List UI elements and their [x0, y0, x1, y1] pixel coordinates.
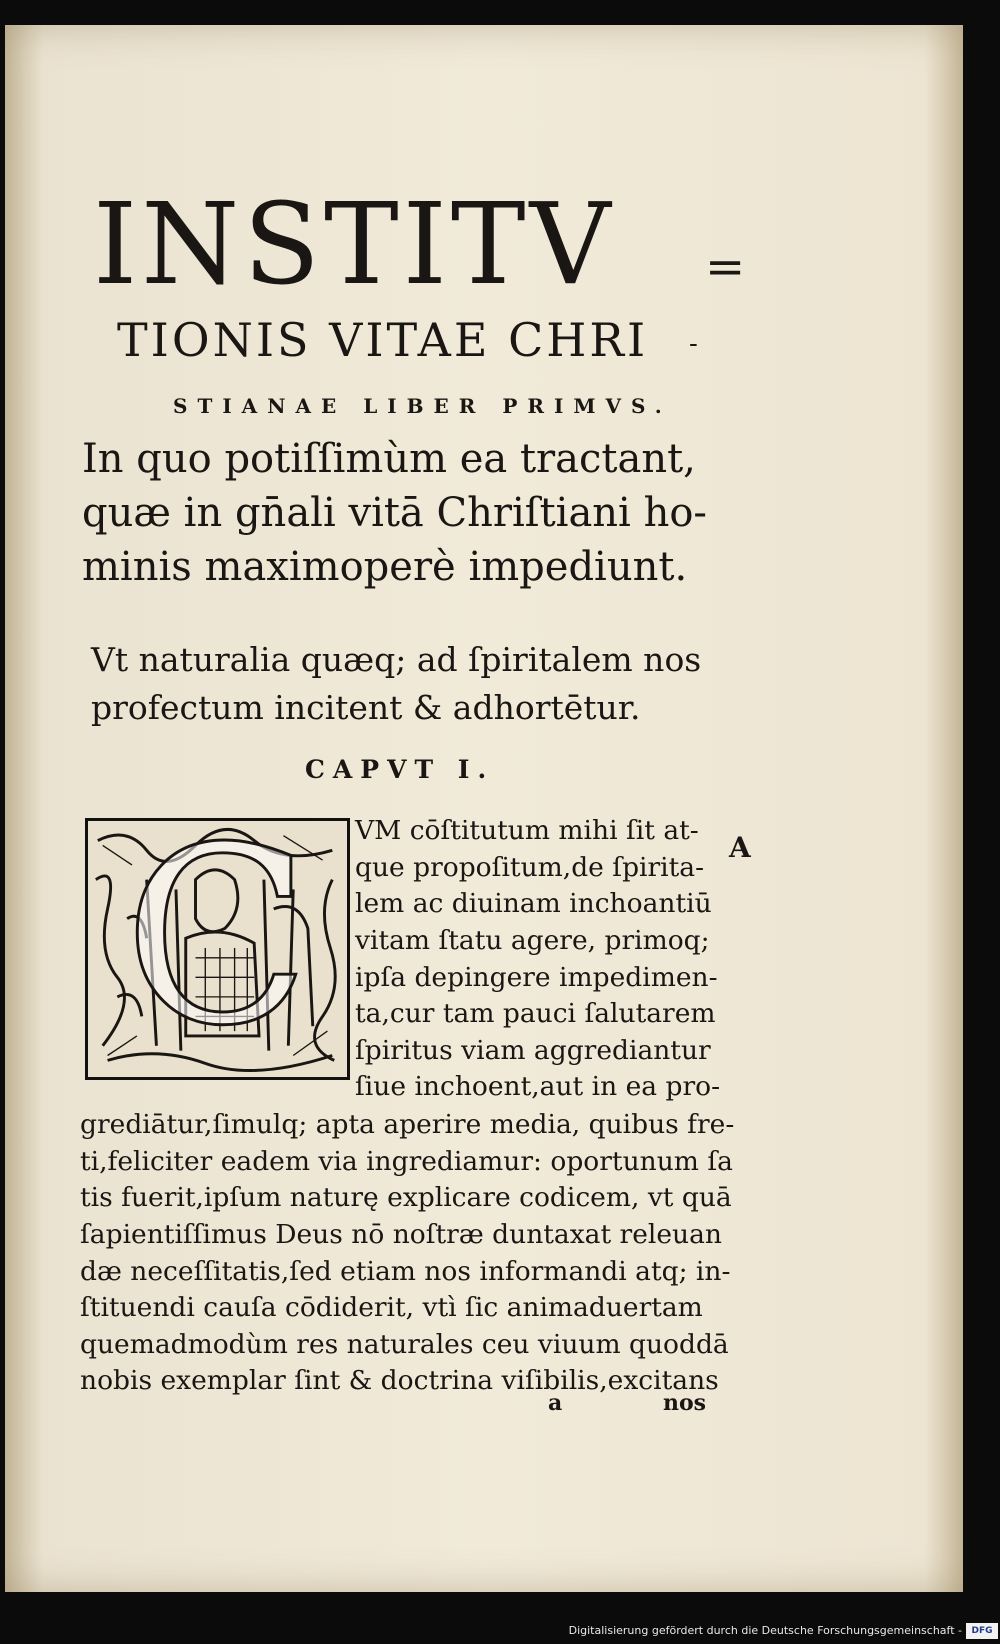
- body-text-line: vitam ſtatu agere, primoq;: [355, 925, 710, 956]
- title-line-1: INSTITV: [93, 180, 615, 310]
- book-page: [5, 25, 963, 1592]
- title-line-2: TIONIS VITAE CHRI: [117, 313, 649, 367]
- body-text-line: ta,cur tam pauci ſalutarem: [355, 998, 716, 1029]
- section-heading-line: profectum incitent & adhortētur.: [91, 688, 641, 727]
- body-text-line: que propoſitum,de ſpirita-: [355, 852, 705, 883]
- catchword: nos: [663, 1390, 707, 1416]
- subtitle-line: In quo potiſſimùm ea tractant,: [82, 436, 696, 482]
- body-text-line: ſapientiſſimus Deus nō noſtræ duntaxat releuan: [80, 1219, 722, 1250]
- subtitle-line: minis maximoperè impediunt.: [82, 544, 688, 590]
- body-text-line: ſiue inchoent,aut in ea pro-: [355, 1071, 721, 1102]
- body-text-line: quemadmodùm res naturales ceu viuum quoddā: [80, 1329, 729, 1360]
- footer-credit: Digitalisierung gefördert durch die Deutsche Forschungsgemeinschaft -: [568, 1624, 962, 1637]
- body-text-line: tis fuerit,ipſum naturę explicare codicem, vt quā: [80, 1182, 732, 1213]
- title-hyphen-mark: =: [705, 239, 746, 295]
- margin-letter: A: [729, 831, 751, 864]
- body-text-line: nobis exemplar ſint & doctrina viſibilis,excitans: [80, 1365, 719, 1396]
- body-text-line: grediātur,ſimulq; apta aperire media, quibus fre-: [80, 1109, 735, 1140]
- title-line-2-hyphen: -: [689, 329, 698, 359]
- dfg-logo-icon: DFG: [966, 1623, 998, 1639]
- chapter-heading: CAPVT I.: [305, 755, 495, 784]
- digitization-footer: [0, 1620, 1000, 1644]
- body-text-line: ſtituendi cauſa cōdiderit, vtì ſic animaduertam: [80, 1292, 703, 1323]
- woodcut-drop-initial: [85, 818, 350, 1080]
- body-text-line: dæ neceſſitatis,ſed etiam nos informandi atq; in-: [80, 1256, 731, 1287]
- body-text-line: ſpiritus viam aggrediantur: [355, 1035, 711, 1066]
- title-line-3: STIANAE LIBER PRIMVS.: [173, 394, 672, 418]
- woodcut-illustration-icon: [88, 821, 347, 1077]
- subtitle-line: quæ in gn̄ali vitā Chriſtiani ho-: [82, 490, 707, 536]
- body-text-line: ipſa depingere impedimen-: [355, 962, 718, 993]
- section-heading-line: Vt naturalia quæq; ad ſpiritalem nos: [91, 640, 702, 679]
- drop-initial-letter: C: [123, 821, 311, 1077]
- body-text-line: VM cōſtitutum mihi ſit at-: [355, 815, 699, 846]
- body-text-line: ti,feliciter eadem via ingrediamur: oportunum ſa: [80, 1146, 733, 1177]
- signature-mark: a: [548, 1390, 563, 1416]
- body-text-line: lem ac diuinam inchoantiū: [355, 888, 712, 919]
